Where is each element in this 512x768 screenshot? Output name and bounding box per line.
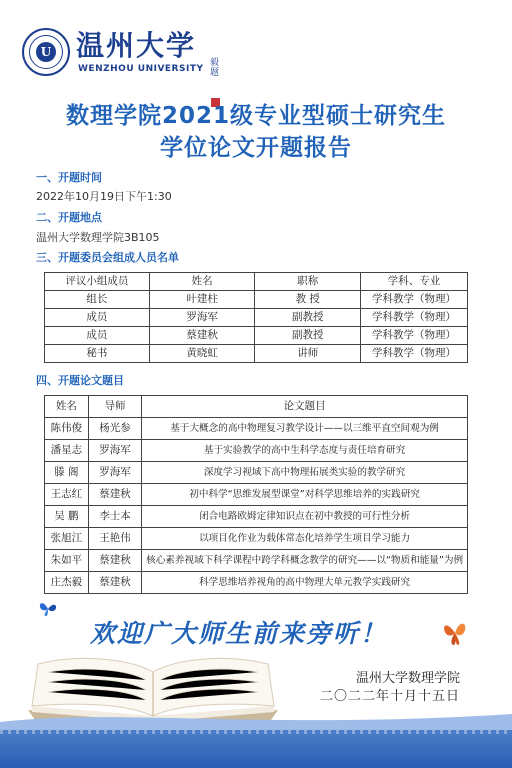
- table-row: [45, 462, 468, 484]
- thesis-topic: 以项目化作业为载体常态化培养学生项目学习能力: [142, 528, 468, 550]
- table-row: [45, 418, 468, 440]
- thesis-topic: 初中科学“思维发展型课堂”对科学思维培养的实践研究: [142, 484, 468, 506]
- seal-initial: U: [36, 42, 56, 62]
- table-row: [45, 309, 468, 327]
- student-name: 潘星志: [45, 440, 89, 462]
- committee-name: 罗海军: [149, 309, 255, 327]
- thesis-topic: 基于大概念的高中物理复习教学设计——以三维平直空间观为例: [142, 418, 468, 440]
- committee-name: 蔡建秋: [149, 327, 255, 345]
- page-title-line1: 数理学院2021级专业型硕士研究生: [65, 103, 446, 129]
- student-name: 朱如平: [45, 550, 89, 572]
- student-name: 庄杰毅: [45, 572, 89, 594]
- committee-role: 秘书: [45, 345, 150, 363]
- committee-major: 学科教学（物理）: [361, 309, 468, 327]
- advisor-name: 杨光参: [88, 418, 141, 440]
- committee-role: 组长: [45, 291, 150, 309]
- student-name: 王志红: [45, 484, 89, 506]
- committee-title: 副教授: [255, 327, 361, 345]
- table-row: [45, 440, 468, 462]
- thesis-header-cell: 导师: [88, 396, 141, 418]
- student-name: 吴 鹏: [45, 506, 89, 528]
- section-topics-heading: 四、开题论文题目: [36, 374, 124, 387]
- signature-org: 温州大学数理学院: [355, 671, 460, 686]
- committee-role: 成员: [45, 327, 150, 345]
- footer-wave-decoration: [0, 700, 512, 730]
- table-row: [45, 572, 468, 594]
- table-row: [45, 484, 468, 506]
- calligraphy-signature: 毅题: [210, 58, 220, 78]
- university-name-en: WENZHOU UNIVERSITY: [78, 64, 204, 74]
- committee-header-cell: 姓名: [149, 273, 255, 291]
- committee-role: 成员: [45, 309, 150, 327]
- orange-butterfly-icon: [442, 617, 468, 649]
- committee-major: 学科教学（物理）: [361, 291, 468, 309]
- thesis-topic: 科学思维培养视角的高中物理大单元教学实践研究: [142, 572, 468, 594]
- student-name: 滕 阁: [45, 462, 89, 484]
- advisor-name: 罗海军: [88, 462, 141, 484]
- table-row: [45, 345, 468, 363]
- page-title-line2: 学位论文开题报告: [160, 135, 352, 161]
- table-row: [45, 550, 468, 572]
- student-name: 张旭江: [45, 528, 89, 550]
- thesis-header-row: [45, 396, 468, 418]
- section-place-heading: 二、开题地点: [36, 211, 102, 224]
- committee-header-cell: 评议小组成员: [45, 273, 150, 291]
- university-name-cn: 温州大学: [76, 29, 197, 62]
- committee-header-cell: 学科、专业: [361, 273, 468, 291]
- section-time-value: 2022年10月19日下午1:30: [36, 190, 172, 203]
- section-time-heading: 一、开题时间: [36, 171, 102, 184]
- advisor-name: 李士本: [88, 506, 141, 528]
- advisor-name: 蔡建秋: [88, 572, 141, 594]
- thesis-topic: 基于实验教学的高中生科学态度与责任培育研究: [142, 440, 468, 462]
- advisor-name: 蔡建秋: [88, 550, 141, 572]
- committee-major: 学科教学（物理）: [361, 327, 468, 345]
- committee-title: 教 授: [255, 291, 361, 309]
- advisor-name: 王艳伟: [88, 528, 141, 550]
- welcome-slogan: 欢迎广大师生前来旁听！: [90, 619, 388, 648]
- committee-name: 叶建柱: [149, 291, 255, 309]
- advisor-name: 罗海军: [88, 440, 141, 462]
- thesis-topic: 深度学习视域下高中物理拓展类实验的教学研究: [142, 462, 468, 484]
- section-place-value: 温州大学数理学院3B105: [36, 231, 160, 244]
- thesis-header-cell: 姓名: [45, 396, 89, 418]
- committee-header-row: [45, 273, 468, 291]
- committee-title: 讲师: [255, 345, 361, 363]
- thesis-table: [44, 395, 468, 594]
- table-row: [45, 528, 468, 550]
- thesis-topic: 核心素养视域下科学课程中跨学科概念教学的研究——以“物质和能量”为例: [142, 550, 468, 572]
- table-row: [45, 506, 468, 528]
- signature-date: 二〇二二年十月十五日: [319, 689, 460, 704]
- advisor-name: 蔡建秋: [88, 484, 141, 506]
- table-row: [45, 327, 468, 345]
- committee-table: [44, 272, 468, 363]
- blue-butterfly-icon: [38, 600, 58, 618]
- committee-title: 副教授: [255, 309, 361, 327]
- committee-major: 学科教学（物理）: [361, 345, 468, 363]
- committee-header-cell: 职称: [255, 273, 361, 291]
- section-committee-heading: 三、开题委员会组成人员名单: [36, 251, 179, 264]
- footer-band: [0, 730, 512, 768]
- table-row: [45, 291, 468, 309]
- committee-name: 黄晓虹: [149, 345, 255, 363]
- thesis-topic: 闭合电路欧姆定律知识点在初中教授的可行性分析: [142, 506, 468, 528]
- thesis-header-cell: 论文题目: [142, 396, 468, 418]
- university-logo: [22, 28, 222, 80]
- university-seal-icon: [22, 28, 70, 76]
- student-name: 陈伟俊: [45, 418, 89, 440]
